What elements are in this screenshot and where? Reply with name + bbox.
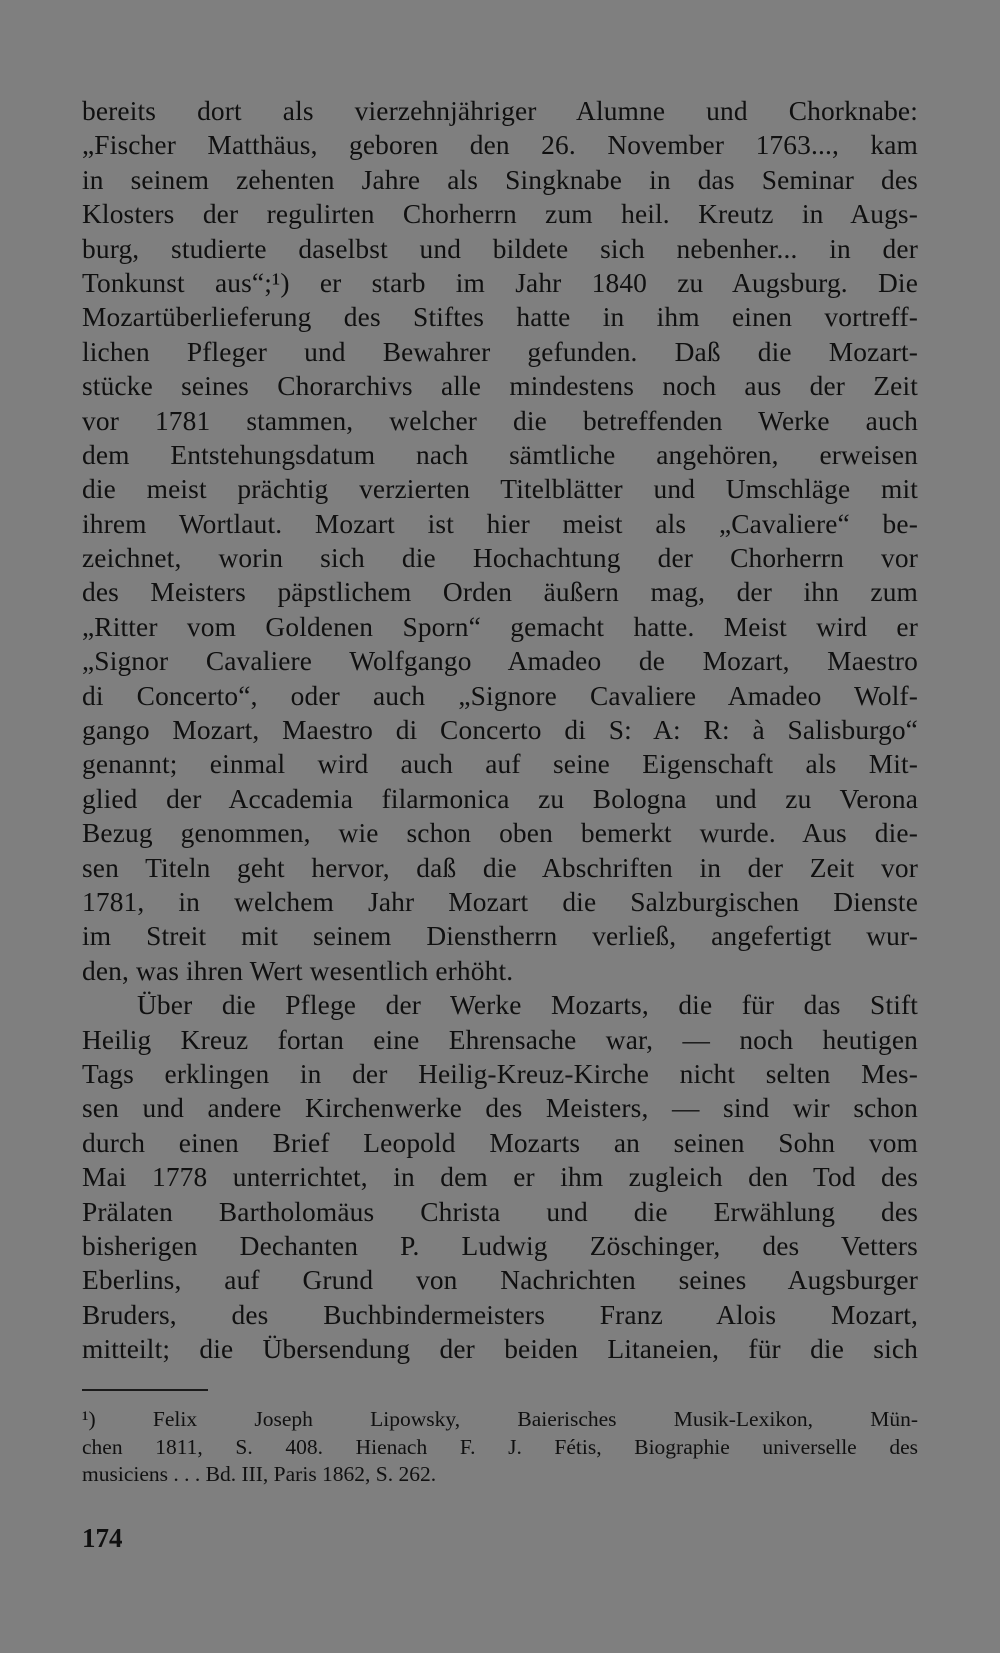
text-line: die meist prächtig verzierten Titelblätter und Umschläge mit — [82, 474, 918, 505]
text-line: mitteilt; die Übersendung der beiden Litaneien, für die sich — [82, 1334, 918, 1365]
footnote-line: musiciens . . . Bd. III, Paris 1862, S. 262. — [82, 1462, 437, 1486]
footnote-divider — [82, 1389, 208, 1391]
text-line: Eberlins, auf Grund von Nachrichten seines Augsburger — [82, 1265, 918, 1296]
text-line: stücke seines Chorarchivs alle mindestens noch aus der Zeit — [82, 371, 918, 402]
text-line: zeichnet, worin sich die Hochachtung der Chorherrn vor — [82, 543, 918, 574]
text-line: ihrem Wortlaut. Mozart ist hier meist als „Cavaliere“ be- — [82, 508, 918, 539]
text-line: „Signor Cavaliere Wolfgango Amadeo de Mozart, Maestro — [82, 646, 918, 677]
text-line: sen Titeln geht hervor, daß die Abschriften in der Zeit vor — [82, 852, 918, 883]
text-line: durch einen Brief Leopold Mozarts an seinen Sohn vom — [82, 1127, 918, 1158]
text-line: Prälaten Bartholomäus Christa und die Erwählung des — [82, 1196, 918, 1227]
text-line: di Concerto“, oder auch „Signore Cavaliere Amadeo Wolf- — [82, 680, 918, 711]
text-line: 1781, in welchem Jahr Mozart die Salzburgischen Dienste — [82, 886, 918, 917]
text-line: Mai 1778 unterrichtet, in dem er ihm zugleich den Tod des — [82, 1162, 918, 1193]
text-line: den, was ihren Wert wesentlich erhöht. — [82, 955, 514, 986]
text-line: des Meisters päpstlichem Orden äußern mag, der ihn zum — [82, 577, 918, 608]
text-line: genannt; einmal wird auch auf seine Eigenschaft als Mit- — [82, 749, 918, 780]
text-line: Klosters der regulirten Chorherrn zum heil. Kreutz in Augs- — [82, 199, 918, 230]
text-line: glied der Accademia filarmonica zu Bologna und zu Verona — [82, 783, 918, 814]
body-text — [82, 94, 918, 1366]
text-line: dem Entstehungsdatum nach sämtliche angehören, erweisen — [82, 439, 918, 470]
text-line: sen und andere Kirchenwerke des Meisters, — sind wir schon — [82, 1093, 918, 1124]
text-line: Mozartüberlieferung des Stiftes hatte in ihm einen vortreff- — [82, 302, 918, 333]
text-line: bereits dort als vierzehnjähriger Alumne und Chorknabe: — [82, 96, 918, 126]
text-line: gango Mozart, Maestro di Concerto di S: A: R: à Salisburgo“ — [82, 715, 918, 746]
text-line: lichen Pfleger und Bewahrer gefunden. Daß die Mozart- — [82, 336, 918, 367]
text-line: Tags erklingen in der Heilig-Kreuz-Kirche nicht selten Mes- — [82, 1058, 918, 1089]
text-line: Bezug genommen, wie schon oben bemerkt wurde. Aus die- — [82, 818, 918, 849]
text-line: vor 1781 stammen, welcher die betreffenden Werke auch — [82, 405, 918, 436]
text-line: Über die Pflege der Werke Mozarts, die für das Stift — [137, 990, 918, 1021]
text-line: Bruders, des Buchbindermeisters Franz Alois Mozart, — [82, 1299, 918, 1330]
text-line: bisherigen Dechanten P. Ludwig Zöschinger, des Vetters — [82, 1230, 918, 1261]
text-line: „Fischer Matthäus, geboren den 26. November 1763..., kam — [82, 130, 918, 161]
footnote-line: chen 1811, S. 408. Hienach F. J. Fétis, Biographie universelle des — [82, 1434, 918, 1459]
footnote-line: ¹) Felix Joseph Lipowsky, Baierisches Musik-Lexikon, Mün- — [82, 1407, 918, 1431]
text-line: Heilig Kreuz fortan eine Ehrensache war, — noch heutigen — [82, 1024, 918, 1055]
text-line: „Ritter vom Goldenen Sporn“ gemacht hatte. Meist wird er — [82, 611, 918, 642]
text-line: Tonkunst aus“;¹) er starb im Jahr 1840 zu Augsburg. Die — [82, 267, 918, 298]
text-line: burg, studierte daselbst und bildete sich nebenher... in der — [82, 233, 918, 264]
text-line: in seinem zehenten Jahre als Singknabe in das Seminar des — [82, 164, 918, 195]
text-line: im Streit mit seinem Dienstherrn verließ, angefertigt wur- — [82, 921, 918, 952]
footnote — [82, 1406, 918, 1489]
page-number: 174 — [82, 1523, 123, 1553]
